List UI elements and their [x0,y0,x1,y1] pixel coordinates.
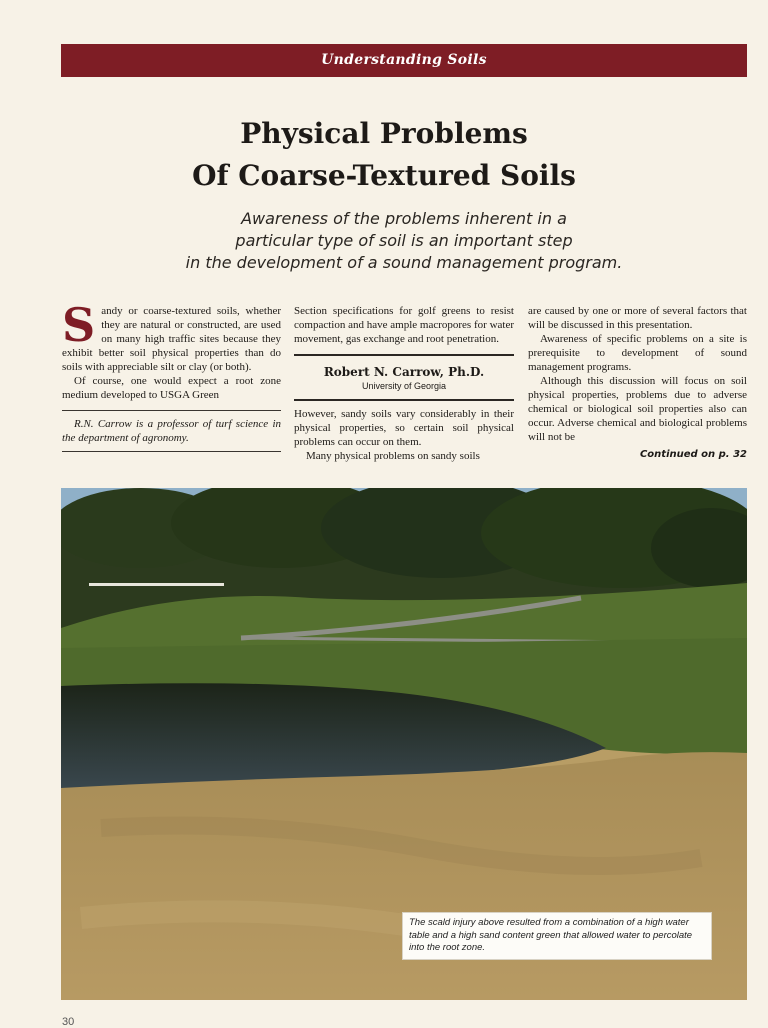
title-line-1: Physical Problems [240,117,528,150]
column-1 [62,298,281,452]
author-affiliation: University of Georgia [361,381,447,391]
article-title [0,113,768,197]
section-banner: Understanding Soils [61,44,747,77]
column-1-paragraph-1 [62,298,281,374]
column-2 [294,304,514,463]
deck-line-3: in the development of a sound management program. [185,253,623,272]
deck-line-1: Awareness of the problems inherent in a [241,209,567,228]
column-3 [528,304,747,462]
author-bio: R.N. Carrow is a professor of turf science in the department of agronomy. [62,410,281,452]
column-1-paragraph-2: Of course, one would expect a root zone medium developed to USGA Green [62,375,281,401]
column-3-paragraph-3: Although this discussion will focus on soil physical properties, problems due to adverse chemical or biological soil properties also can occur. Adverse chemical and biological problems will not be [528,375,747,443]
deck-line-2: particular type of soil is an important step [235,231,573,250]
drop-cap: S [62,298,96,352]
continued-note: Continued on p. 32 [639,449,747,460]
photo-caption: The scald injury above resulted from a combination of a high water table and a high sand content green that allowed water to percolate into the root zone. [402,912,712,960]
column-3-paragraph-2: Awareness of specific problems on a site is prerequisite to development of sound management programs. [528,333,747,373]
title-line-2: Of Coarse-Textured Soils [192,159,576,192]
article-deck [0,208,768,274]
column-1-text-1: andy or coarse-textured soils, whether they are natural or constructed, are used on many high traffic sites because they exhibit better soil physical properties than do soils with appreciable silt or clay (or both). [62,305,281,373]
page-number: 30 [62,1016,75,1028]
column-2-paragraph-2: However, sandy soils vary considerably in their physical properties, so certain soil physical problems can occur on them. [294,408,514,448]
column-2-paragraph-1: Section specifications for golf greens to resist compaction and have ample macropores for water movement, gas exchange and root penetration. [294,305,514,345]
column-2-paragraph-3: Many physical problems on sandy soils [306,450,480,462]
author-name: Robert N. Carrow, Ph.D. [323,365,485,379]
author-byline [294,354,514,401]
column-3-paragraph-1: are caused by one or more of several factors that will be discussed in this presentation. [528,305,747,331]
